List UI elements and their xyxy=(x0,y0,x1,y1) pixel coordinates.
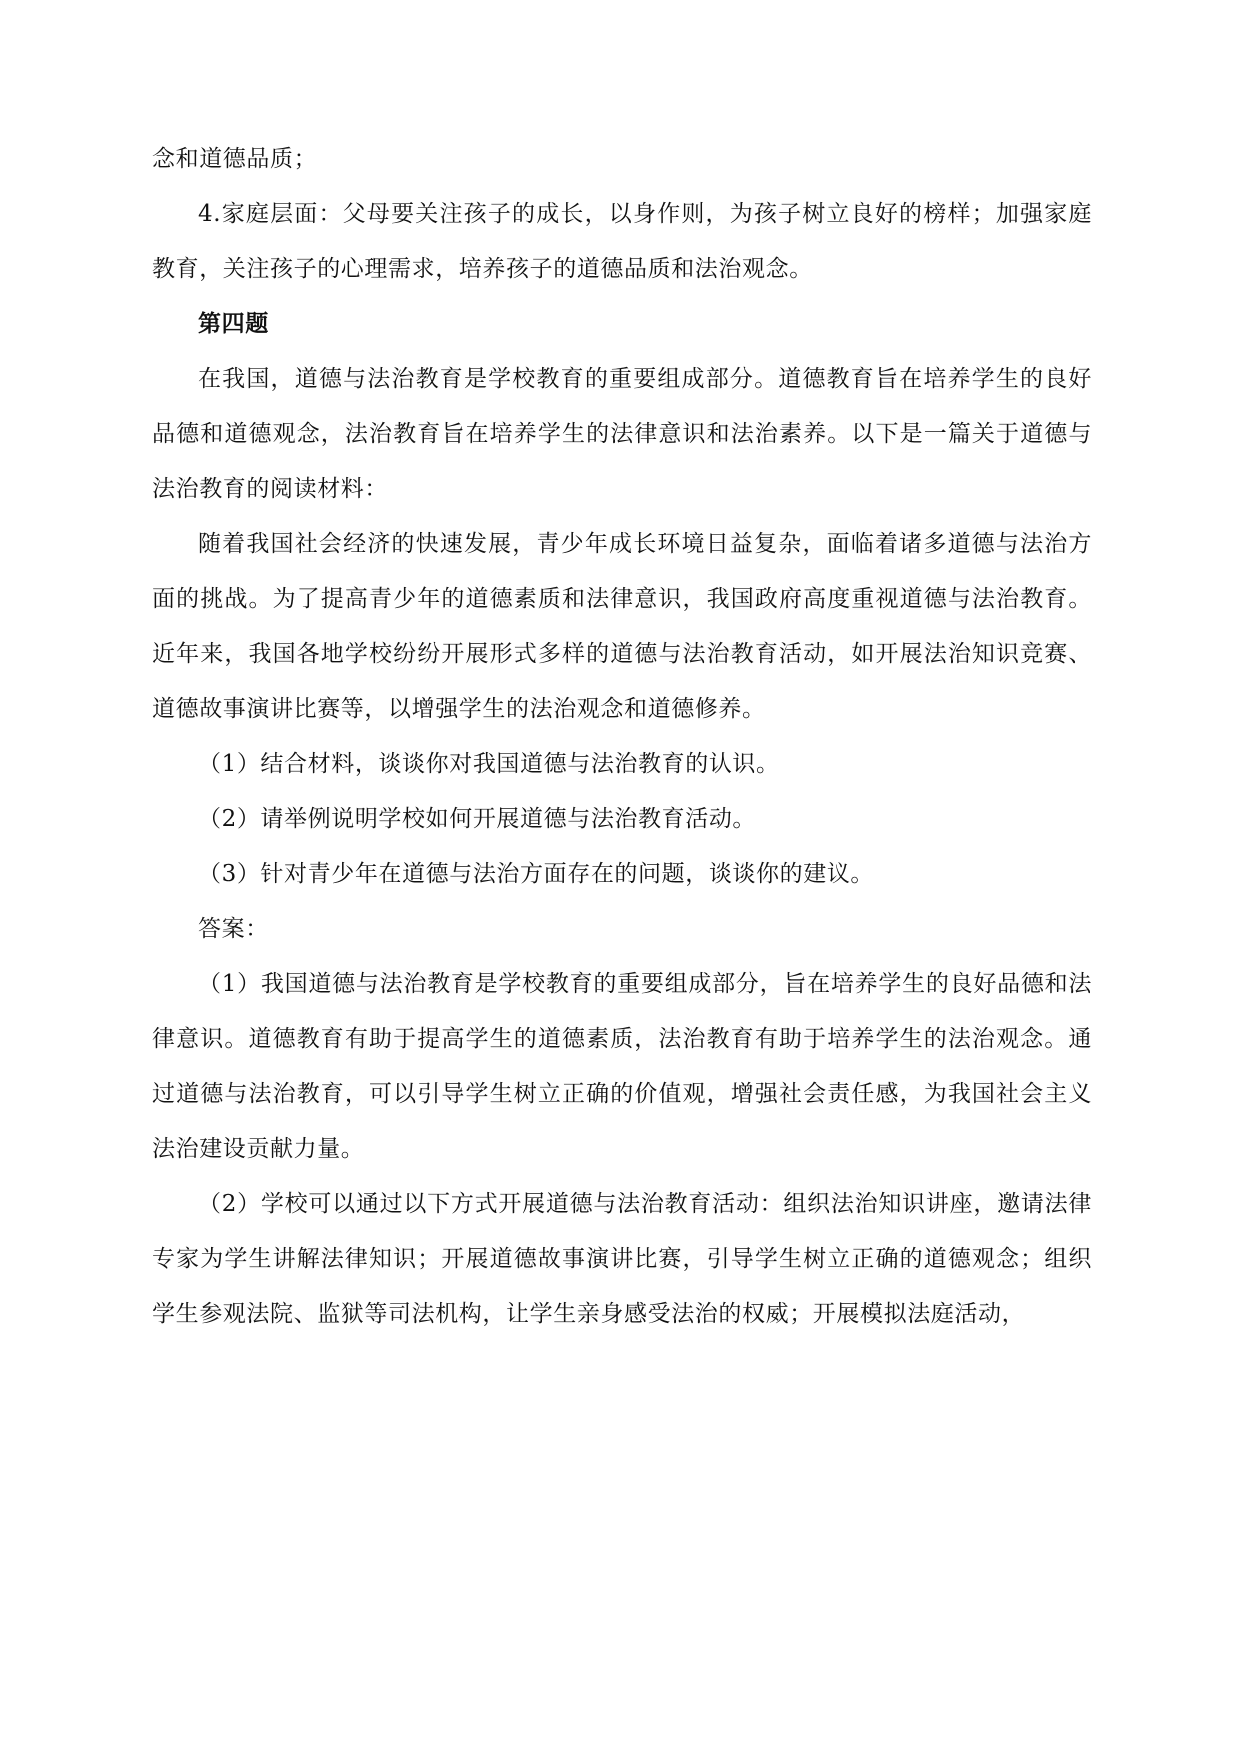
answer-1: （1）我国道德与法治教育是学校教育的重要组成部分，旨在培养学生的良好品德和法律意识。道德教育有助于提高学生的道德素质，法治教育有助于培养学生的法治观念。通过道德与法治教育，可以引导学生树立正确的价值观，增强社会责任感，为我国社会主义法治建设贡献力量。 xyxy=(152,971,1092,1162)
paragraph-family-level: 4.家庭层面：父母要关注孩子的成长，以身作则，为孩子树立良好的榜样；加强家庭教育，关注孩子的心理需求，培养孩子的道德品质和法治观念。 xyxy=(152,201,1092,282)
document-body xyxy=(152,132,1092,1342)
answer-2: （2）学校可以通过以下方式开展道德与法治教育活动：组织法治知识讲座，邀请法律专家为学生讲解法律知识；开展道德故事演讲比赛，引导学生树立正确的道德观念；组织学生参观法院、监狱等司法机构，让学生亲身感受法治的权威；开展模拟法庭活动， xyxy=(152,1191,1092,1327)
paragraph-reading-material: 随着我国社会经济的快速发展，青少年成长环境日益复杂，面临着诸多道德与法治方面的挑战。为了提高青少年的道德素质和法律意识，我国政府高度重视道德与法治教育。近年来，我国各地学校纷纷开展形式多样的道德与法治教育活动，如开展法治知识竞赛、道德故事演讲比赛等，以增强学生的法治观念和道德修养。 xyxy=(152,531,1092,722)
paragraph-intro: 在我国，道德与法治教育是学校教育的重要组成部分。道德教育旨在培养学生的良好品德和道德观念，法治教育旨在培养学生的法律意识和法治素养。以下是一篇关于道德与法治教育的阅读材料： xyxy=(152,366,1092,502)
section-heading: 第四题 xyxy=(198,311,269,337)
answer-label: 答案： xyxy=(198,916,269,942)
question-3: （3）针对青少年在道德与法治方面存在的问题，谈谈你的建议。 xyxy=(198,861,875,887)
question-2: （2）请举例说明学校如何开展道德与法治教育活动。 xyxy=(198,806,757,832)
paragraph-continuation: 念和道德品质； xyxy=(152,146,318,172)
question-1: （1）结合材料，谈谈你对我国道德与法治教育的认识。 xyxy=(198,751,780,777)
